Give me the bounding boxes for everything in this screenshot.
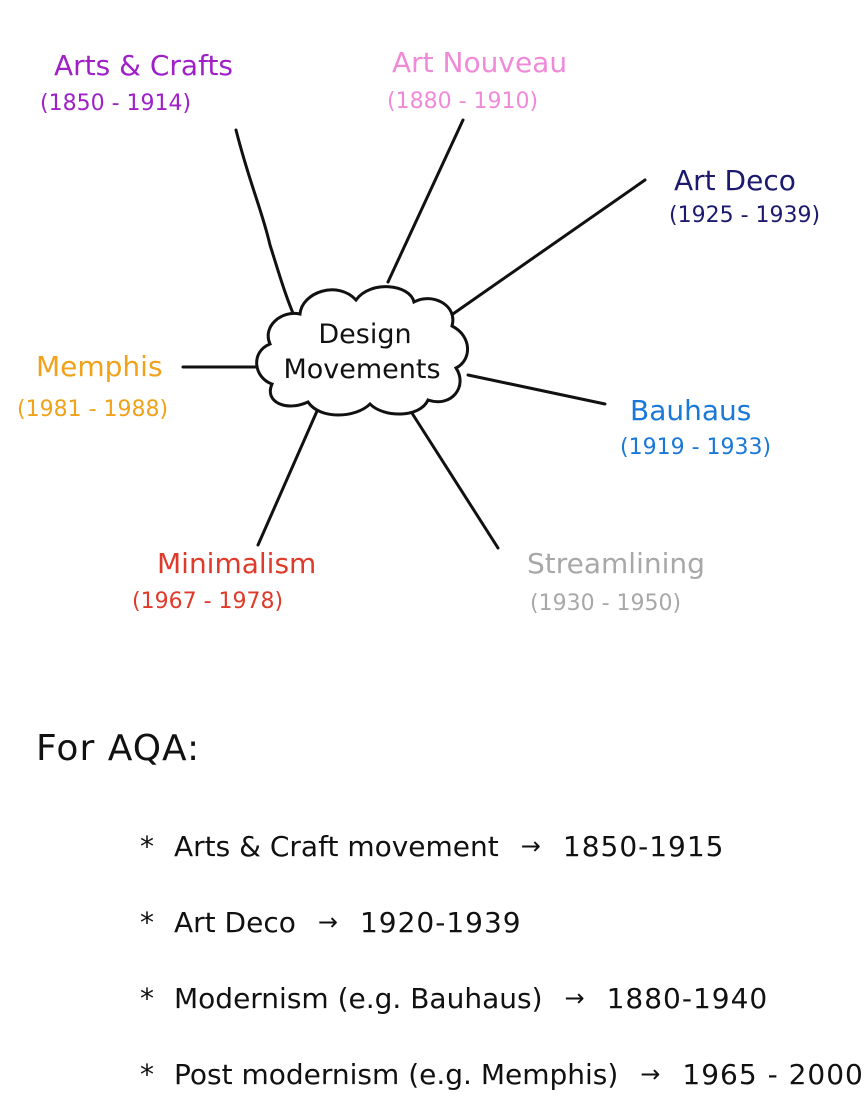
aqa-item — [140, 808, 864, 884]
center-cloud — [257, 287, 468, 415]
node-name: Arts & Crafts — [54, 49, 234, 82]
connector-arts-and-crafts — [236, 130, 295, 318]
arrow-icon: → — [317, 908, 338, 936]
node-name: Art Deco — [674, 164, 796, 197]
aqa-item-label: Art Deco — [174, 905, 296, 939]
node-art-nouveau — [387, 46, 567, 114]
node-minimalism — [132, 547, 316, 614]
node-arts-and-crafts — [40, 49, 233, 116]
node-years: (1981 - 1988) — [17, 397, 169, 422]
bullet-star: * — [140, 829, 154, 863]
aqa-item-period: 1880-1940 — [606, 981, 769, 1015]
arrow-icon: → — [564, 984, 585, 1012]
node-name: Minimalism — [157, 547, 317, 580]
node-name: Streamlining — [527, 547, 705, 580]
connector-art-deco — [450, 180, 645, 316]
node-years: (1925 - 1939) — [669, 203, 821, 228]
aqa-item-period: 1965 - 2000 — [682, 1057, 864, 1091]
aqa-item-label: Arts & Craft movement — [174, 829, 499, 863]
bullet-star: * — [140, 981, 154, 1015]
node-memphis — [17, 350, 168, 422]
connector-bauhaus — [468, 375, 605, 404]
aqa-item — [140, 884, 864, 960]
node-years: (1880 - 1910) — [387, 89, 539, 114]
aqa-item — [140, 1036, 864, 1112]
bullet-star: * — [140, 905, 154, 939]
bullet-star: * — [140, 1057, 154, 1091]
node-streamlining — [527, 547, 705, 616]
aqa-list — [140, 808, 864, 1112]
center-title-line1: Design — [318, 319, 412, 350]
aqa-item — [140, 960, 864, 1036]
connector-minimalism — [258, 402, 321, 545]
node-art-deco — [669, 164, 820, 228]
connector-streamlining — [410, 410, 498, 548]
arrow-icon: → — [520, 832, 541, 860]
node-name: Memphis — [36, 350, 163, 383]
aqa-heading: For AQA: — [36, 728, 201, 769]
node-years: (1850 - 1914) — [40, 91, 192, 116]
aqa-item-label: Modernism (e.g. Bauhaus) — [174, 981, 543, 1015]
connector-art-nouveau — [388, 120, 463, 282]
node-name: Bauhaus — [630, 394, 752, 427]
node-years: (1967 - 1978) — [132, 589, 284, 614]
node-name: Art Nouveau — [392, 46, 568, 79]
center-title-line2: Movements — [283, 354, 441, 385]
node-years: (1919 - 1933) — [620, 435, 772, 460]
aqa-item-period: 1920-1939 — [359, 905, 522, 939]
arrow-icon: → — [640, 1060, 661, 1088]
aqa-item-label: Post modernism (e.g. Memphis) — [174, 1057, 619, 1091]
node-bauhaus — [620, 394, 771, 460]
aqa-item-period: 1850-1915 — [562, 829, 725, 863]
node-years: (1930 - 1950) — [530, 591, 682, 616]
